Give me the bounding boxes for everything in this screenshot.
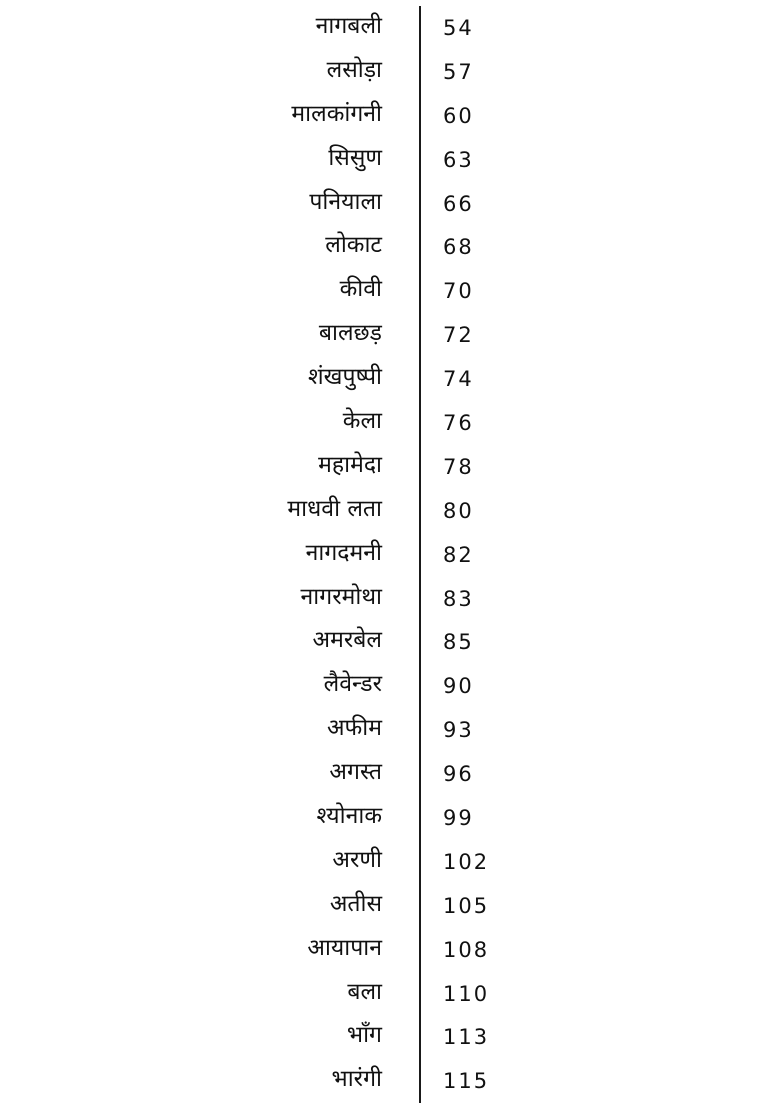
page-number: 93 bbox=[443, 718, 474, 743]
index-row bbox=[0, 490, 780, 534]
index-row bbox=[0, 7, 780, 51]
plant-name: लोकाट bbox=[325, 232, 382, 259]
page-number: 90 bbox=[443, 674, 474, 699]
index-row bbox=[0, 709, 780, 753]
index-row bbox=[0, 95, 780, 139]
page-number: 63 bbox=[443, 147, 474, 172]
page-number: 80 bbox=[443, 498, 474, 523]
index-row bbox=[0, 358, 780, 402]
plant-name: बालछड़ bbox=[318, 320, 382, 347]
index-row bbox=[0, 578, 780, 622]
plant-name: लैवेन्डर bbox=[323, 671, 382, 698]
index-row bbox=[0, 797, 780, 841]
plant-name: मालकांगनी bbox=[291, 100, 382, 127]
page-number: 68 bbox=[443, 235, 474, 260]
page-number: 105 bbox=[443, 893, 490, 918]
plant-name: कीवी bbox=[339, 276, 382, 303]
plant-name: केला bbox=[342, 408, 382, 435]
index-row bbox=[0, 841, 780, 885]
index-row bbox=[0, 226, 780, 270]
plant-name: पनियाला bbox=[309, 188, 382, 215]
plant-name: लसोड़ा bbox=[326, 56, 382, 83]
page-number: 60 bbox=[443, 103, 474, 128]
plant-name: शंखपुष्पी bbox=[308, 364, 382, 391]
page-number: 115 bbox=[443, 1069, 490, 1094]
page-number: 72 bbox=[443, 323, 474, 348]
index-row bbox=[0, 753, 780, 797]
page-number: 113 bbox=[443, 1025, 490, 1050]
plant-name: महामेदा bbox=[318, 451, 382, 478]
plant-name: बला bbox=[347, 978, 382, 1005]
index-row bbox=[0, 1016, 780, 1060]
index-row bbox=[0, 665, 780, 709]
index-row bbox=[0, 139, 780, 183]
page-number: 82 bbox=[443, 542, 474, 567]
index-row bbox=[0, 183, 780, 227]
index-row bbox=[0, 1060, 780, 1104]
page-number: 99 bbox=[443, 806, 474, 831]
index-row bbox=[0, 973, 780, 1017]
page-number: 70 bbox=[443, 279, 474, 304]
page-number: 74 bbox=[443, 367, 474, 392]
page-number: 110 bbox=[443, 981, 490, 1006]
page-number: 85 bbox=[443, 630, 474, 655]
plant-name: अगस्त bbox=[329, 759, 382, 786]
page-number: 78 bbox=[443, 454, 474, 479]
page-number: 102 bbox=[443, 849, 490, 874]
page-number: 54 bbox=[443, 16, 474, 40]
plant-name: नागबली bbox=[315, 13, 382, 39]
index-row bbox=[0, 51, 780, 95]
plant-name: सिसुण bbox=[328, 144, 382, 171]
plant-name: माधवी लता bbox=[287, 495, 382, 522]
index-row bbox=[0, 446, 780, 490]
page-number: 76 bbox=[443, 411, 474, 436]
page-number: 83 bbox=[443, 586, 474, 611]
plant-name: अमरबेल bbox=[312, 627, 382, 654]
plant-name: श्योनाक bbox=[316, 803, 382, 830]
index-row bbox=[0, 885, 780, 929]
plant-name: आयापान bbox=[307, 934, 382, 961]
page-number: 57 bbox=[443, 59, 474, 84]
page-number: 108 bbox=[443, 937, 490, 962]
index-row bbox=[0, 402, 780, 446]
plant-name: नागदमनी bbox=[305, 539, 382, 566]
index-row bbox=[0, 621, 780, 665]
plant-name: भाँग bbox=[346, 1022, 382, 1049]
plant-name: भारंगी bbox=[331, 1066, 382, 1093]
plant-name: अतीस bbox=[329, 890, 382, 917]
index-list bbox=[0, 7, 780, 1104]
index-row bbox=[0, 270, 780, 314]
index-row bbox=[0, 929, 780, 973]
page-number: 66 bbox=[443, 191, 474, 216]
plant-name: अफीम bbox=[326, 715, 382, 742]
index-row bbox=[0, 534, 780, 578]
plant-name: नागरमोथा bbox=[300, 583, 382, 610]
page-number: 96 bbox=[443, 762, 474, 787]
plant-name: अरणी bbox=[332, 846, 382, 873]
index-row bbox=[0, 314, 780, 358]
